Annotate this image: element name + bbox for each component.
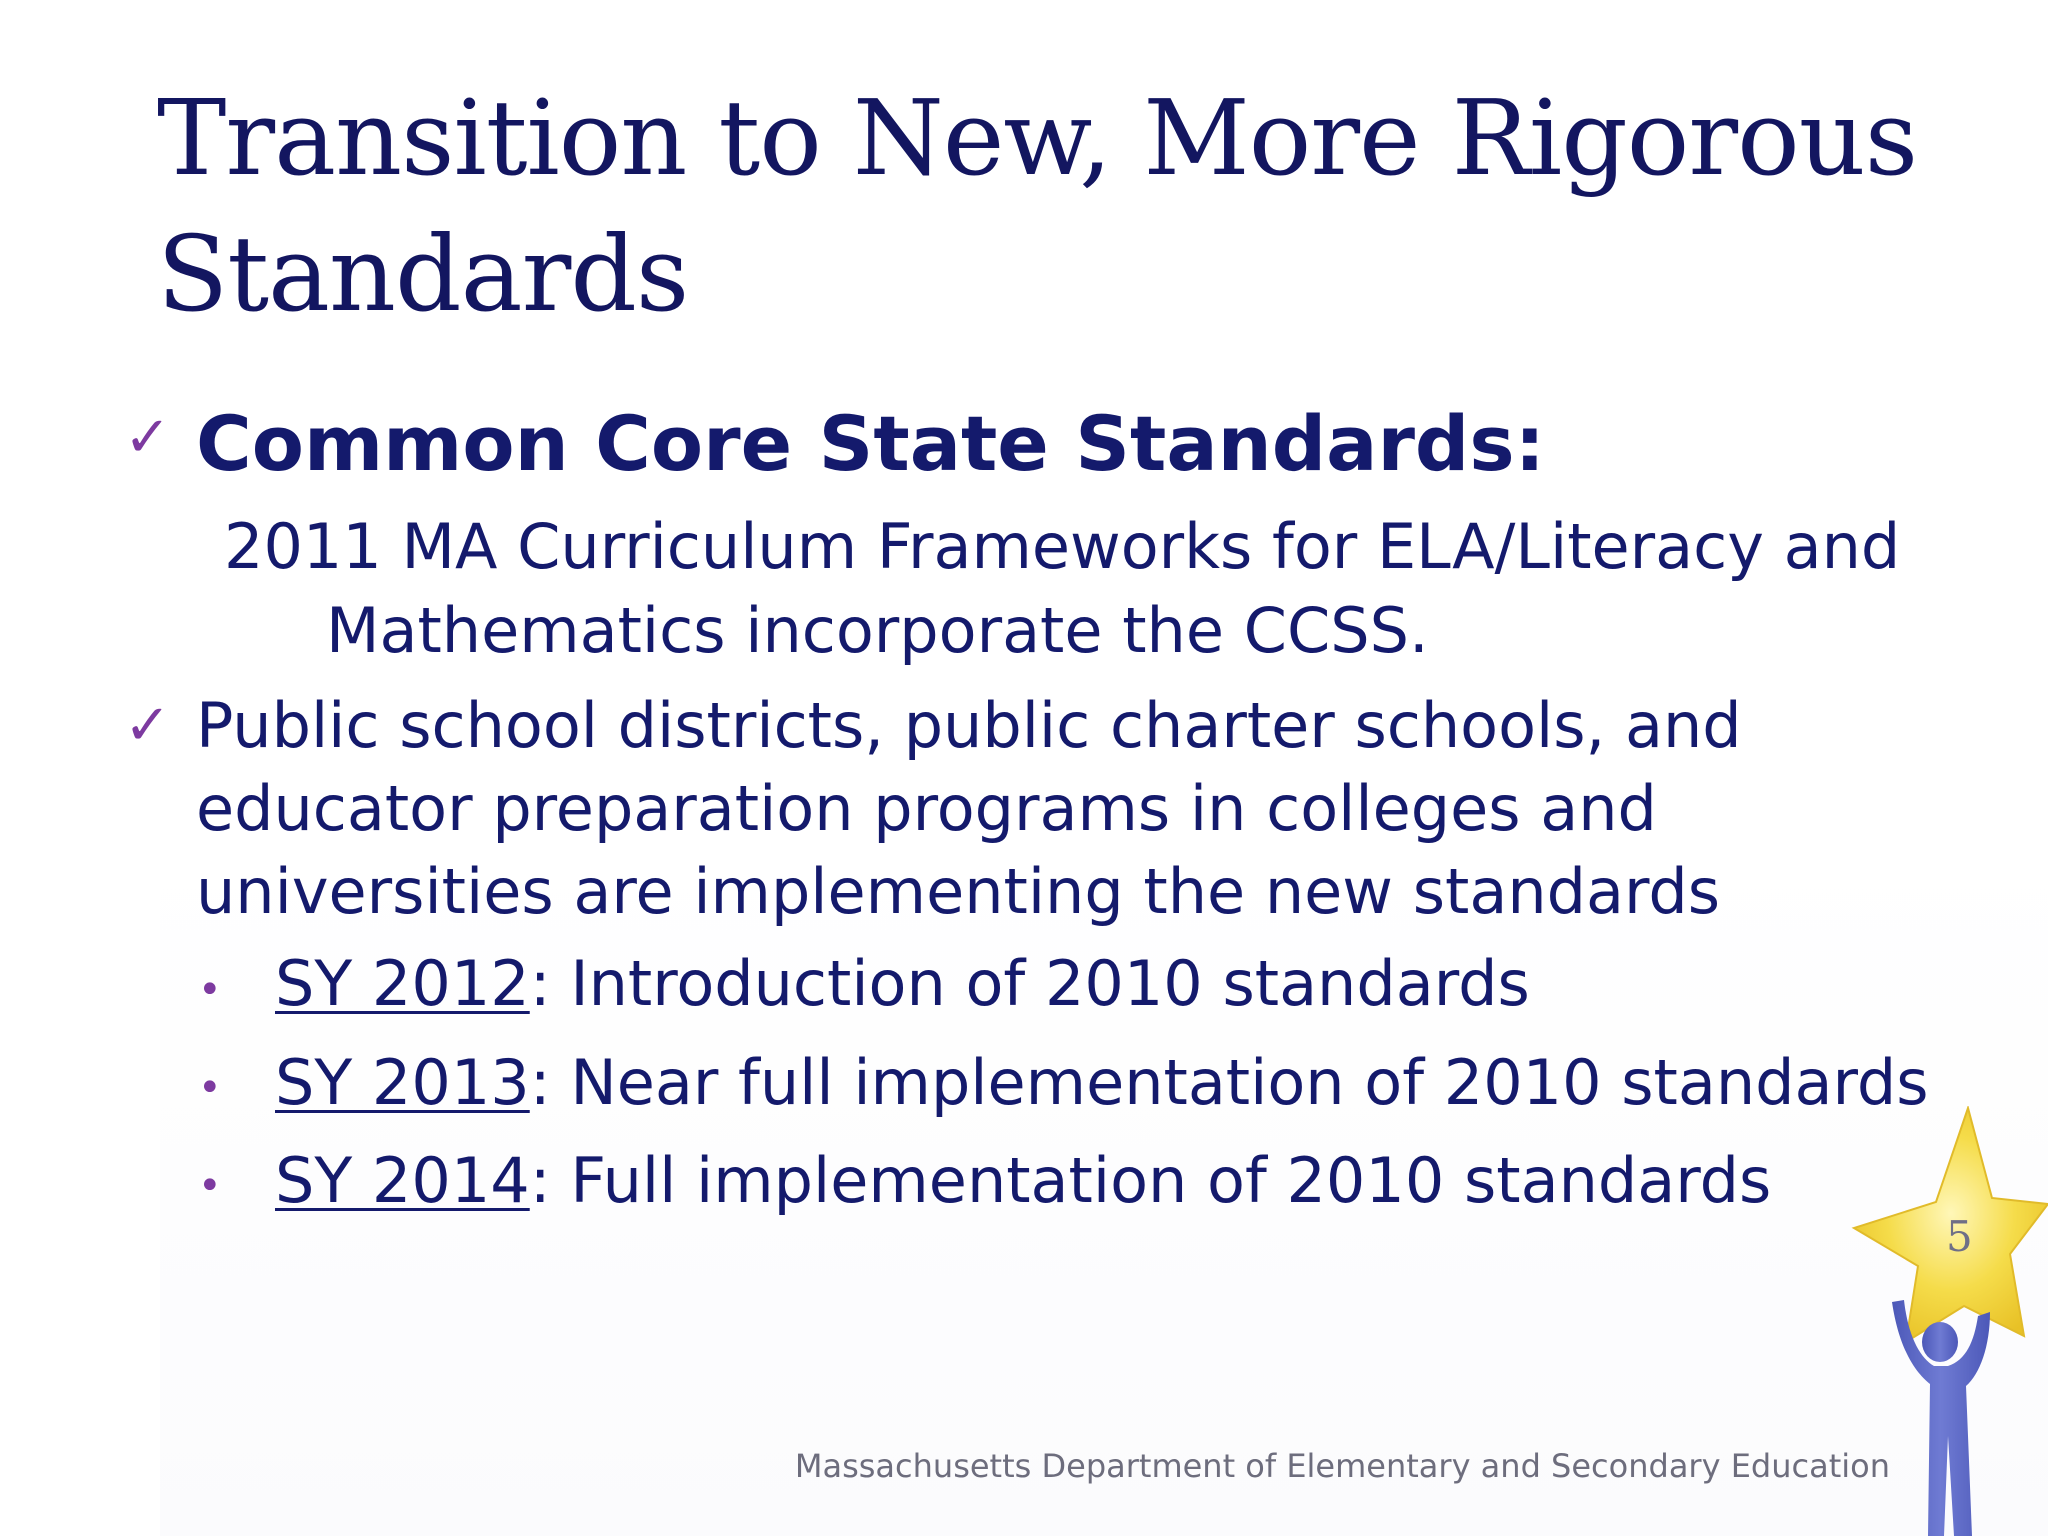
bullet-dot-icon: • [198, 1163, 222, 1209]
sub-bullet-text: : Introduction of 2010 standards [529, 947, 1530, 1020]
page-number: 5 [1946, 1212, 1973, 1261]
detail-line-2: Mathematics incorporate the CCSS. [326, 594, 1429, 667]
bullet-common-core-heading: Common Core State Standards: [196, 399, 1545, 488]
figure-head [1922, 1322, 1958, 1362]
footer-organization: Massachusetts Department of Elementary and Secondary Education [794, 1447, 1890, 1485]
sub-bullet-text: : Full implementation of 2010 standards [529, 1144, 1772, 1217]
sub-bullet-sy2014 [275, 1141, 1771, 1221]
slide-title: Transition to New, More Rigorous Standards [157, 77, 1918, 335]
sub-bullet-year: SY 2014 [275, 1144, 530, 1217]
sub-bullet-year: SY 2013 [275, 1046, 530, 1119]
bullet-dot-icon: • [198, 967, 222, 1013]
checkmark-icon: ✓ [124, 405, 171, 470]
detail-line-1: 2011 MA Curriculum Frameworks for ELA/Literacy and [224, 510, 1901, 583]
sub-bullet-sy2013 [275, 1043, 1929, 1123]
sub-bullet-text: : Near full implementation of 2010 standards [529, 1046, 1929, 1119]
bullet-common-core-detail [224, 505, 1924, 673]
checkmark-icon: ✓ [124, 693, 171, 758]
bullet-implementation: Public school districts, public charter schools, and educator preparation programs in colleges and universities are implementing the new standards [196, 689, 1742, 928]
sub-bullet-sy2012 [275, 944, 1530, 1024]
sub-bullet-year: SY 2012 [275, 947, 530, 1020]
bullet-dot-icon: • [198, 1065, 222, 1111]
